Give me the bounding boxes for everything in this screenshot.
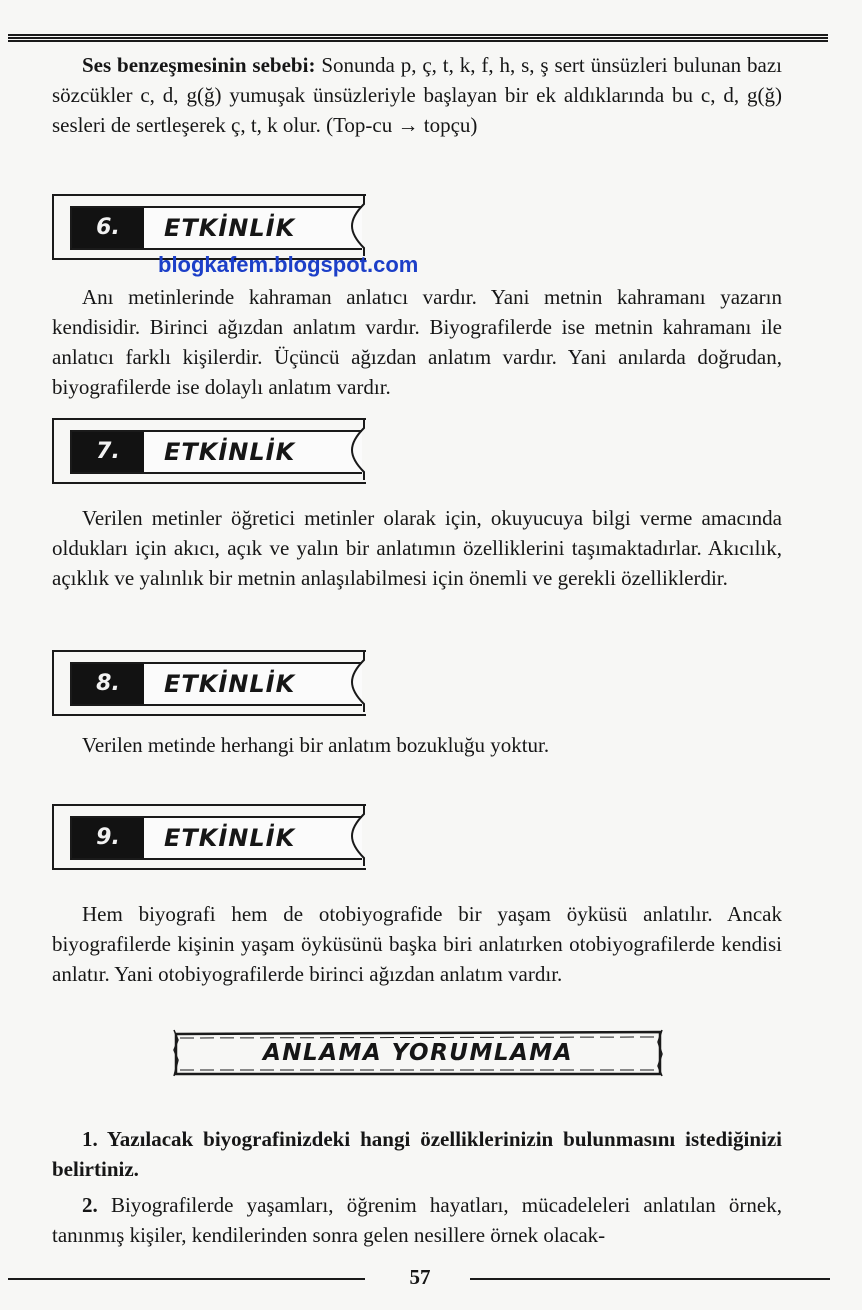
- top-rule: [8, 34, 828, 43]
- question-2-number: 2.: [82, 1193, 98, 1217]
- bracket-curl-icon: [347, 804, 377, 870]
- section-title: ANLAMA YORUMLAMA: [262, 1040, 573, 1066]
- question-2-text: Biyografilerde yaşamları, öğrenim hayatları, mücadeleleri anlatılan örnek, tanınmış kişiler, kendilerinden sonra gelen nesillere örnek olacak-: [52, 1193, 782, 1247]
- activity-number: 6.: [72, 208, 144, 248]
- footer-rule-left: [8, 1278, 365, 1280]
- page-footer: [0, 1262, 862, 1292]
- activity-number: 7.: [72, 432, 144, 472]
- activity-label: ETKİNLİK: [164, 438, 296, 466]
- question-2: [52, 1190, 782, 1250]
- activity-label: ETKİNLİK: [164, 214, 296, 242]
- footer-rule-right: [470, 1278, 830, 1280]
- intro-paragraph: [52, 50, 782, 140]
- activity-number: 9.: [72, 818, 144, 858]
- activity-number: 8.: [72, 664, 144, 704]
- activity-banner-9: [52, 804, 382, 870]
- section-header: [172, 1028, 664, 1078]
- watermark-text: blogkafem.blogspot.com: [158, 252, 419, 277]
- bracket-curl-icon: [347, 194, 377, 260]
- activity-text-8: Verilen metinde herhangi bir anlatım bozukluğu yoktur.: [82, 733, 550, 757]
- activity-banner-7: [52, 418, 382, 484]
- activity-label: ETKİNLİK: [164, 670, 296, 698]
- intro-text: Sonunda p, ç, t, k, f, h, s, ş sert ünsüzleri bulunan bazı sözcükler c, d, g(ğ) yumuşak ünsüzleriyle başlayan bir ek aldıklarında bu c, d, g(ğ) sesleri de sertleşerek ç, t, k olur. (Top-cu → topçu): [52, 53, 782, 137]
- intro-lead: Ses benzeşmesinin sebebi:: [82, 53, 316, 77]
- activity-banner-6: [52, 194, 382, 260]
- bracket-curl-icon: [347, 650, 377, 716]
- activity-label: ETKİNLİK: [164, 824, 296, 852]
- activity-text-7: Verilen metinler öğretici metinler olarak için, okuyucuya bilgi verme amacında oldukları için akıcı, açık ve yalın bir anlatımın özelliklerini taşımaktadırlar. Akıcılık, açıklık ve yalınlık bir metnin anlaşılabilmesi için önemli ve gerekli özelliklerdir.: [52, 506, 782, 590]
- page-number: 57: [409, 1265, 431, 1289]
- bracket-curl-icon: [347, 418, 377, 484]
- activity-text-9: Hem biyografi hem de otobiyografide bir yaşam öyküsü anlatılır. Ancak biyografilerde kişinin yaşam öyküsünü başka biri anlatırken otobiyografilerde kendisi anlatır. Yani otobiyografilerde birinci ağızdan anlatım vardır.: [52, 902, 782, 986]
- question-1: 1. Yazılacak biyografinizdeki hangi özelliklerinizin bulunmasını istediğinizi belirtiniz.: [52, 1127, 782, 1181]
- activity-banner-8: [52, 650, 382, 716]
- activity-text-6: Anı metinlerinde kahraman anlatıcı vardır. Yani metnin kahramanı yazarın kendisidir. Birinci ağızdan anlatım vardır. Biyografilerde ise metnin kahramanı ile anlatıcı farklı kişilerdir. Üçüncü ağızdan anlatım vardır. Yani anılarda doğrudan, biyografilerde ise dolaylı anlatım vardır.: [52, 285, 782, 399]
